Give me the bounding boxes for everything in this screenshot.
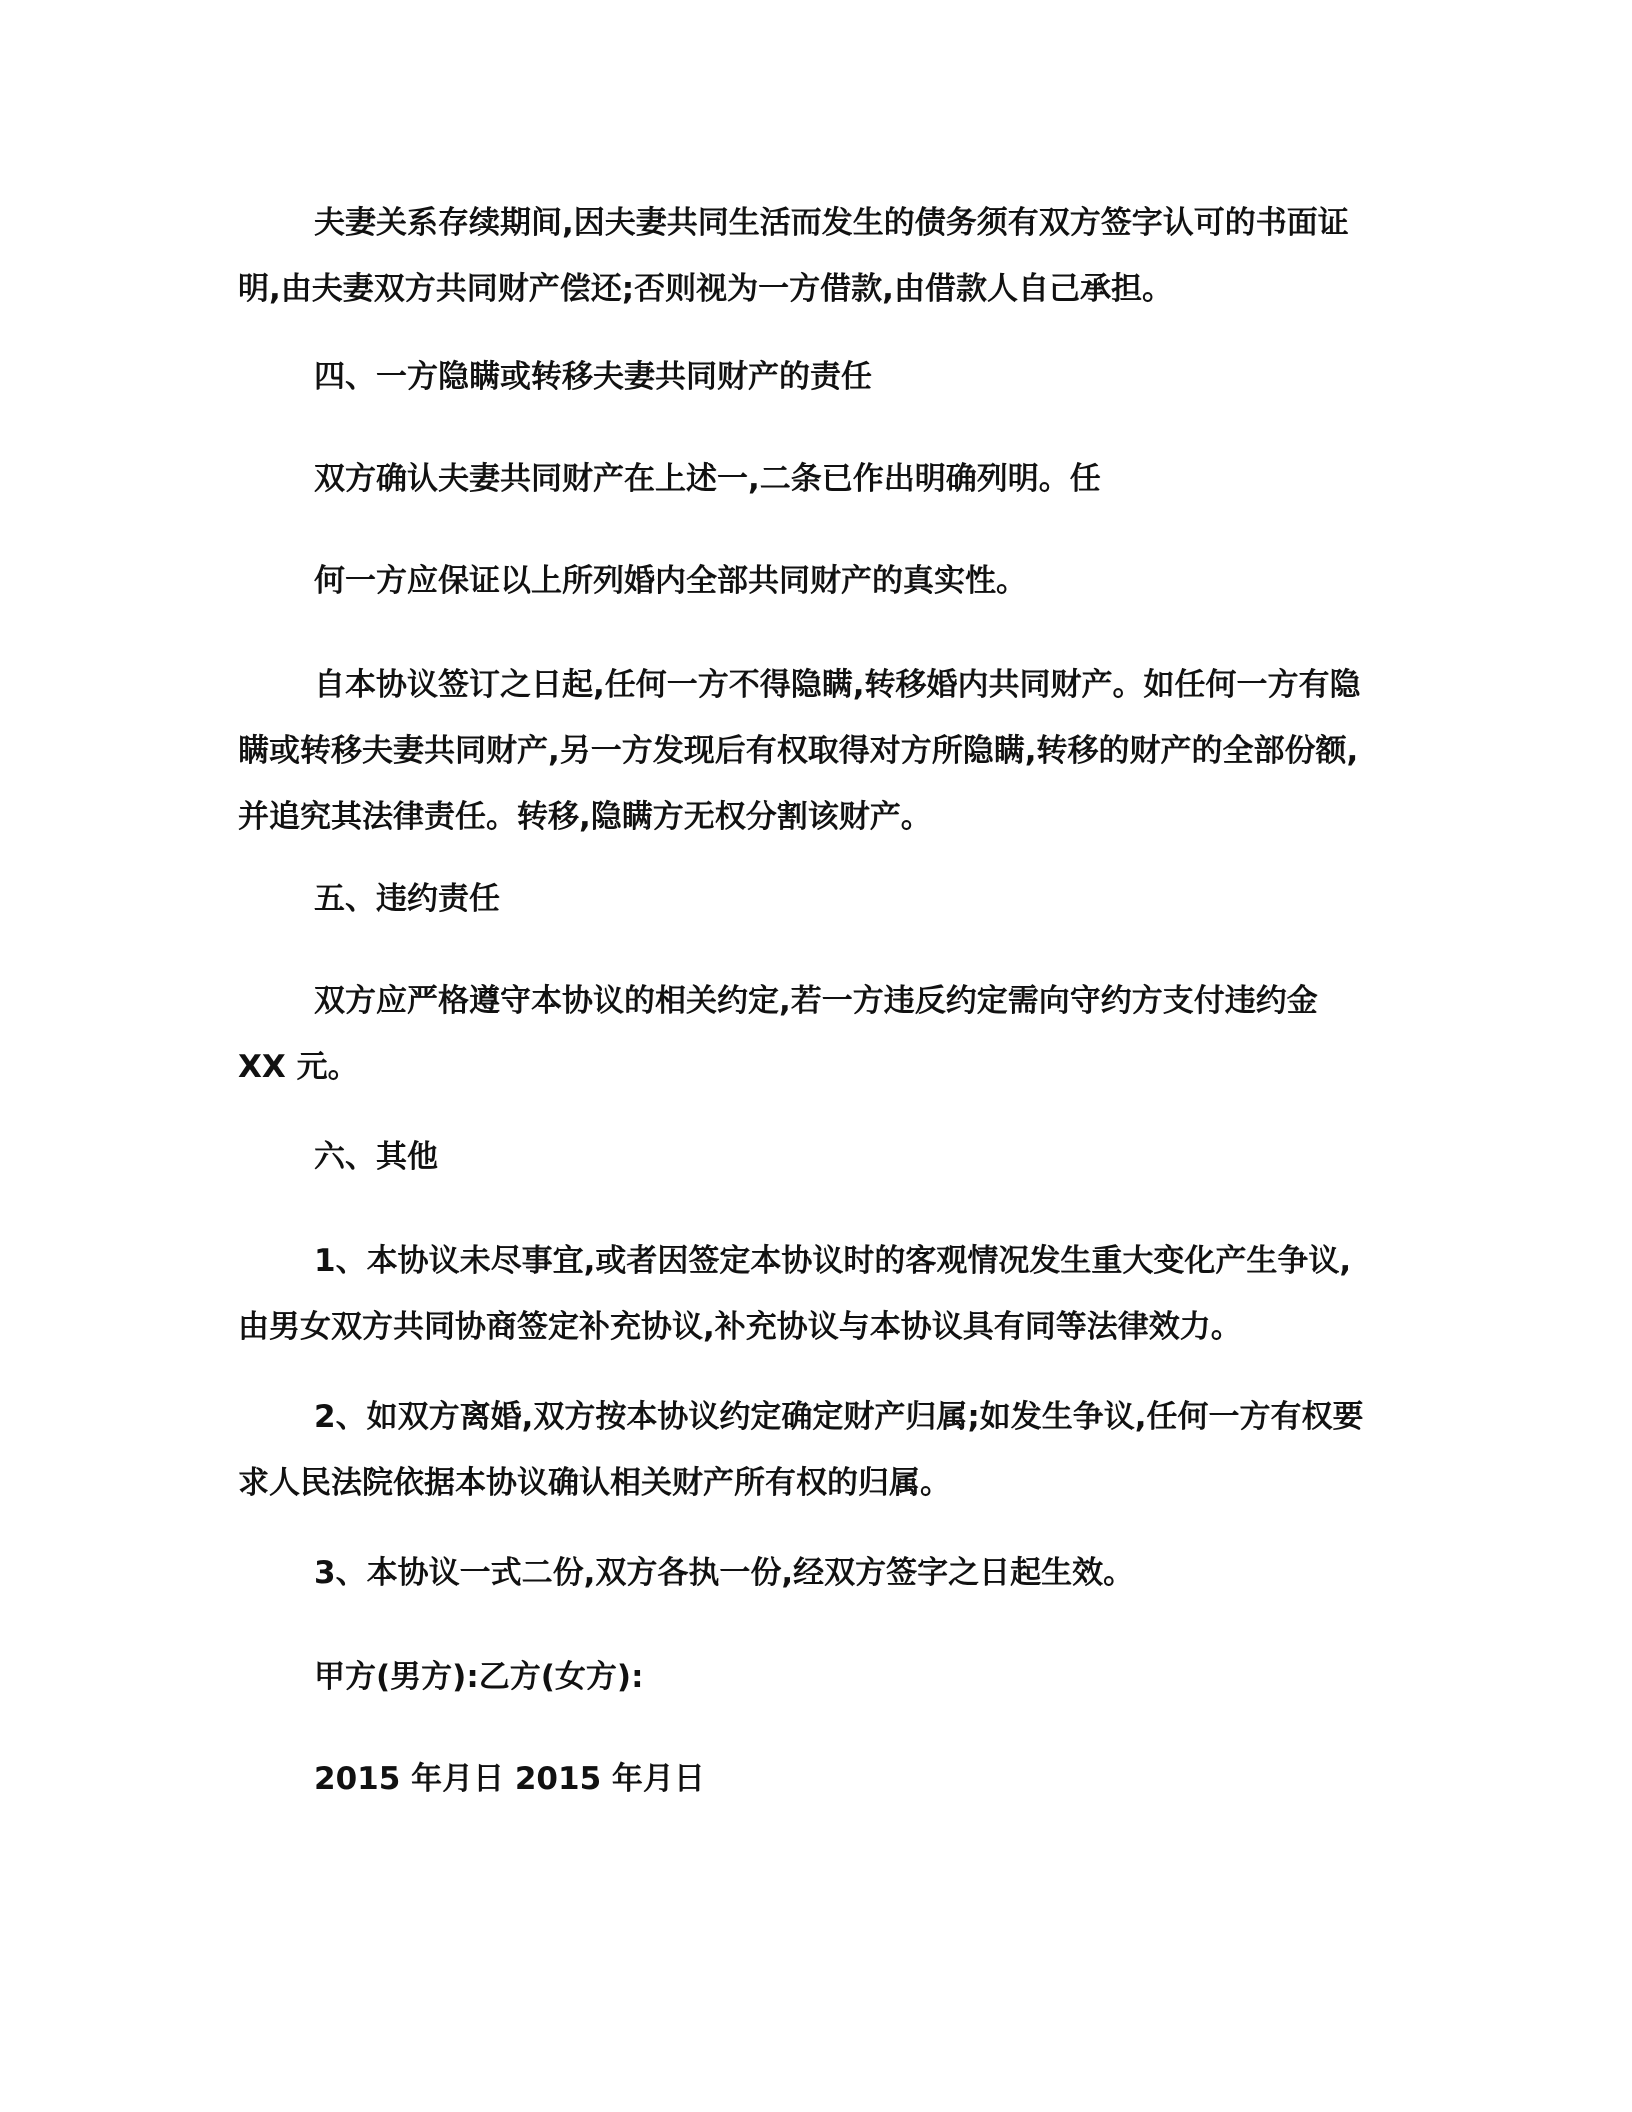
section-heading-5 — [238, 866, 1398, 932]
text-line: 2015 年月日 2015 年月日 — [314, 1761, 705, 1797]
heading-text: 五、违约责任 — [314, 881, 500, 917]
text-line: 自本协议签订之日起,任何一方不得隐瞒,转移婚内共同财产。如任何一方有隐 — [314, 667, 1361, 703]
text-line: 双方应严格遵守本协议的相关约定,若一方违反约定需向守约方支付违约金 — [314, 983, 1318, 1019]
text-line: 由男女双方共同协商签定补充协议,补充协议与本协议具有同等法律效力。 — [238, 1309, 1242, 1345]
paragraph-item-1 — [238, 1228, 1398, 1360]
text-line: 甲方(男方):乙方(女方): — [314, 1659, 644, 1695]
text-line: 1、本协议未尽事宜,或者因签定本协议时的客观情况发生重大变化产生争议, — [314, 1243, 1352, 1279]
section-heading-4 — [238, 344, 1398, 410]
text-line: 明,由夫妻双方共同财产偿还;否则视为一方借款,由借款人自己承担。 — [238, 271, 1173, 307]
text-line: 瞒或转移夫妻共同财产,另一方发现后有权取得对方所隐瞒,转移的财产的全部份额, — [238, 733, 1359, 769]
paragraph-confirm — [238, 446, 1398, 512]
signature-parties — [238, 1644, 1398, 1710]
paragraph-debt — [238, 190, 1398, 322]
signature-dates — [238, 1746, 1398, 1812]
paragraph-item-2 — [238, 1384, 1398, 1516]
text-line: XX 元。 — [238, 1049, 359, 1085]
text-line: 3、本协议一式二份,双方各执一份,经双方签字之日起生效。 — [314, 1555, 1135, 1591]
text-line: 2、如双方离婚,双方按本协议约定确定财产归属;如发生争议,任何一方有权要 — [314, 1399, 1364, 1435]
text-line: 并追究其法律责任。转移,隐瞒方无权分割该财产。 — [238, 799, 932, 835]
paragraph-breach — [238, 968, 1398, 1100]
paragraph-conceal — [238, 652, 1398, 850]
section-heading-6 — [238, 1124, 1398, 1190]
text-line: 求人民法院依据本协议确认相关财产所有权的归属。 — [238, 1465, 951, 1501]
heading-text: 四、一方隐瞒或转移夫妻共同财产的责任 — [314, 359, 872, 395]
text-line: 夫妻关系存续期间,因夫妻共同生活而发生的债务须有双方签字认可的书面证 — [314, 205, 1349, 241]
paragraph-guarantee — [238, 548, 1398, 614]
paragraph-item-3 — [238, 1540, 1398, 1606]
text-line: 何一方应保证以上所列婚内全部共同财产的真实性。 — [314, 563, 1027, 599]
heading-text: 六、其他 — [314, 1139, 438, 1175]
text-line: 双方确认夫妻共同财产在上述一,二条已作出明确列明。任 — [314, 461, 1101, 497]
